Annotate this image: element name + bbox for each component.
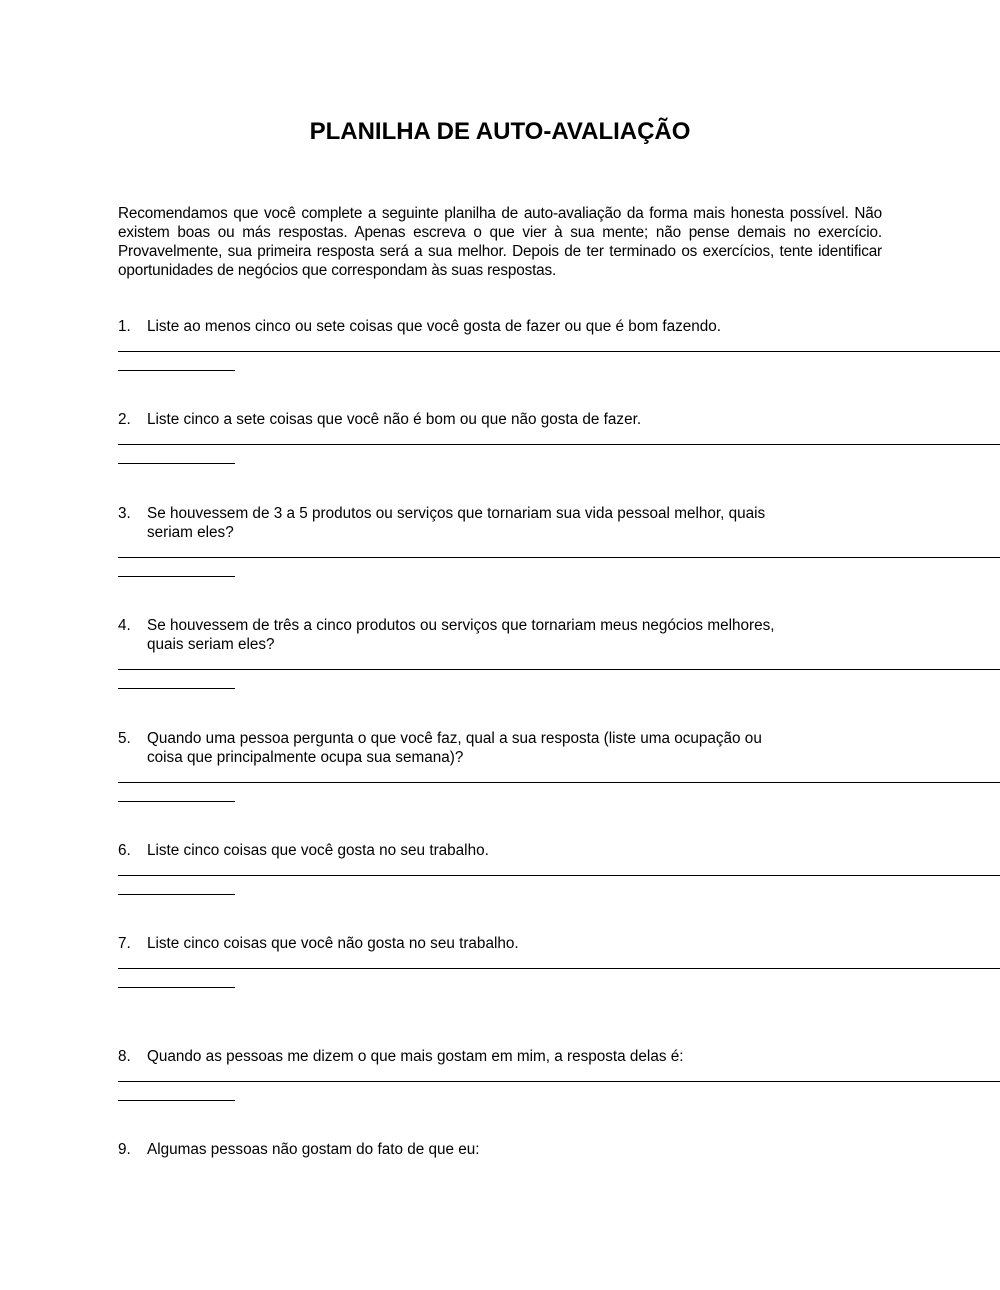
question-number: 3.	[118, 505, 131, 522]
question-number: 5.	[118, 730, 131, 747]
answer-line-continuation[interactable]	[118, 894, 235, 895]
question-text: Liste ao menos cinco ou sete coisas que você gosta de fazer ou que é bom fazendo.	[147, 318, 721, 335]
question-number: 4.	[118, 617, 131, 634]
question-text: Liste cinco coisas que você gosta no seu trabalho.	[147, 842, 489, 859]
question-text: Liste cinco a sete coisas que você não é bom ou que não gosta de fazer.	[147, 411, 642, 428]
answer-line-continuation[interactable]	[118, 370, 235, 371]
question-text: Quando as pessoas me dizem o que mais gostam em mim, a resposta delas é:	[147, 1048, 684, 1065]
answer-line[interactable]	[118, 669, 1000, 670]
page-title: PLANILHA DE AUTO-AVALIAÇÃO	[309, 118, 691, 145]
question-text: Se houvessem de 3 a 5 produtos ou serviços que tornariam sua vida pessoal melhor, quais	[147, 505, 766, 522]
question-text: seriam eles?	[147, 524, 234, 541]
question-text: coisa que principalmente ocupa sua semana)?	[147, 749, 464, 766]
question-number: 1.	[118, 318, 131, 335]
answer-line[interactable]	[118, 557, 1000, 558]
question-number: 7.	[118, 935, 131, 952]
question-number: 6.	[118, 842, 131, 859]
answer-line[interactable]	[118, 351, 1000, 352]
question-text: Liste cinco coisas que você não gosta no seu trabalho.	[147, 935, 519, 952]
answer-line-continuation[interactable]	[118, 1100, 235, 1101]
answer-line-continuation[interactable]	[118, 987, 235, 988]
question-text: Quando uma pessoa pergunta o que você faz, qual a sua resposta (liste uma ocupação ou	[147, 730, 762, 747]
question-number: 2.	[118, 411, 131, 428]
question-text: quais seriam eles?	[147, 636, 275, 653]
answer-line[interactable]	[118, 968, 1000, 969]
question-text: Algumas pessoas não gostam do fato de que eu:	[147, 1141, 480, 1158]
answer-line[interactable]	[118, 1081, 1000, 1082]
answer-line-continuation[interactable]	[118, 688, 235, 689]
answer-line-continuation[interactable]	[118, 576, 235, 577]
question-number: 8.	[118, 1048, 131, 1065]
answer-line-continuation[interactable]	[118, 801, 235, 802]
question-text: Se houvessem de três a cinco produtos ou serviços que tornariam meus negócios melhores,	[147, 617, 775, 634]
answer-line[interactable]	[118, 782, 1000, 783]
answer-line-continuation[interactable]	[118, 463, 235, 464]
question-number: 9.	[118, 1141, 131, 1158]
answer-line[interactable]	[118, 444, 1000, 445]
answer-line[interactable]	[118, 875, 1000, 876]
intro-paragraph: Recomendamos que você complete a seguinte planilha de auto-avaliação da forma mais honesta possível. Não existem boas ou más respostas. Apenas escreva o que vier à sua mente; não pense demais no exercício. Provavelmente, sua primeira resposta será a sua melhor. Depois de ter terminado os exercícios, tente identificar oportunidades de negócios que correspondam às suas respostas.	[118, 205, 882, 279]
